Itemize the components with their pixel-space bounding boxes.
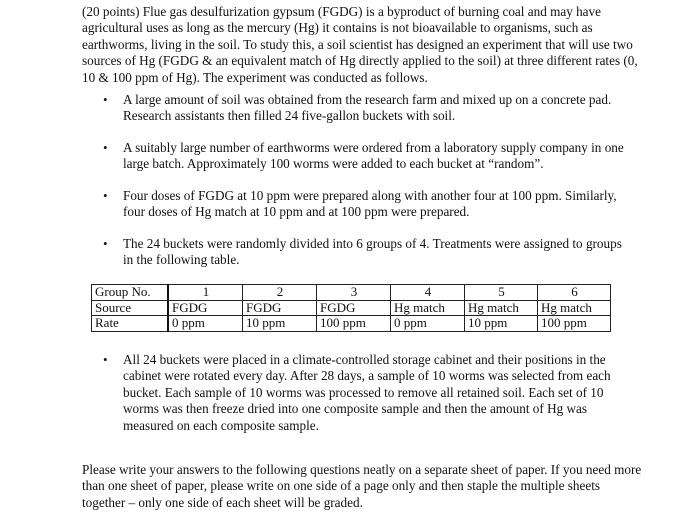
- group-number-cell: 5: [465, 285, 538, 301]
- bullet-text: A large amount of soil was obtained from the research farm and mixed up on a concrete pad. Research assistants then filled 24 five-gallon buckets with soil.: [123, 92, 612, 124]
- table-row-rate: [92, 316, 611, 332]
- bullet-item: [103, 236, 633, 269]
- bullet-item: [103, 352, 633, 434]
- source-cell: Hg match: [465, 300, 538, 316]
- rate-cell: 0 ppm: [168, 316, 243, 332]
- rate-cell: 10 ppm: [465, 316, 538, 332]
- bullet-marker: •: [103, 140, 108, 155]
- bullet-item: [103, 188, 633, 221]
- row-label-source: Source: [92, 300, 169, 316]
- instructions-paragraph: Please write your answers to the following questions neatly on a separate sheet of paper. If you need more than one sheet of paper, please write on one side of a page only and then staple the multiple sheets together – only one side of each sheet will be graded.: [82, 462, 642, 510]
- treatment-table: [91, 284, 611, 332]
- rate-cell: 10 ppm: [243, 316, 317, 332]
- group-number-cell: 1: [168, 285, 243, 301]
- source-cell: Hg match: [538, 300, 611, 316]
- source-cell: Hg match: [391, 300, 465, 316]
- bullet-marker: •: [103, 352, 108, 367]
- rate-cell: 100 ppm: [538, 316, 611, 332]
- bullet-text: Four doses of FGDG at 10 ppm were prepared along with another four at 100 ppm. Similarly, four doses of Hg match at 10 ppm and at 100 ppm were prepared.: [123, 188, 617, 220]
- intro-paragraph: (20 points) Flue gas desulfurization gypsum (FGDG) is a byproduct of burning coal and may have agricultural uses as long as the mercury (Hg) it contains is not bioavailable to organisms, such as earthworms, living in the soil. To study this, a soil scientist has designed an experiment that will use two sources of Hg (FGDG & an equivalent match of Hg directly applied to the soil) at three different rates (0, 10 & 100 ppm of Hg). The experiment was conducted as follows.: [82, 4, 638, 85]
- group-number-cell: 4: [391, 285, 465, 301]
- row-label-rate: Rate: [92, 316, 169, 332]
- table-row-group-no: [92, 285, 611, 301]
- bullet-text: A suitably large number of earthworms were ordered from a laboratory supply company in one large batch. Approximately 100 worms were added to each bucket at “random”.: [123, 140, 624, 172]
- bullet-marker: •: [103, 92, 108, 107]
- row-label-group-no: Group No.: [92, 285, 169, 301]
- group-number-cell: 6: [538, 285, 611, 301]
- rate-cell: 100 ppm: [317, 316, 391, 332]
- rate-cell: 0 ppm: [391, 316, 465, 332]
- source-cell: FGDG: [168, 300, 243, 316]
- bullet-text: The 24 buckets were randomly divided into 6 groups of 4. Treatments were assigned to groups in the following table.: [123, 236, 622, 268]
- bullet-item: [103, 92, 633, 125]
- group-number-cell: 2: [243, 285, 317, 301]
- group-number-cell: 3: [317, 285, 391, 301]
- table-row-source: [92, 300, 611, 316]
- source-cell: FGDG: [243, 300, 317, 316]
- bullet-item: [103, 140, 633, 173]
- bullet-marker: •: [103, 236, 108, 251]
- bullet-text: All 24 buckets were placed in a climate-controlled storage cabinet and their positions in the cabinet were rotated every day. After 28 days, a sample of 10 worms was selected from each bucket. Each sample of 10 worms was processed to remove all retained soil. Each set of 10 worms was then freeze dried into one composite sample and then the amount of Hg was measured on each composite sample.: [123, 352, 611, 433]
- bullet-marker: •: [103, 188, 108, 203]
- source-cell: FGDG: [317, 300, 391, 316]
